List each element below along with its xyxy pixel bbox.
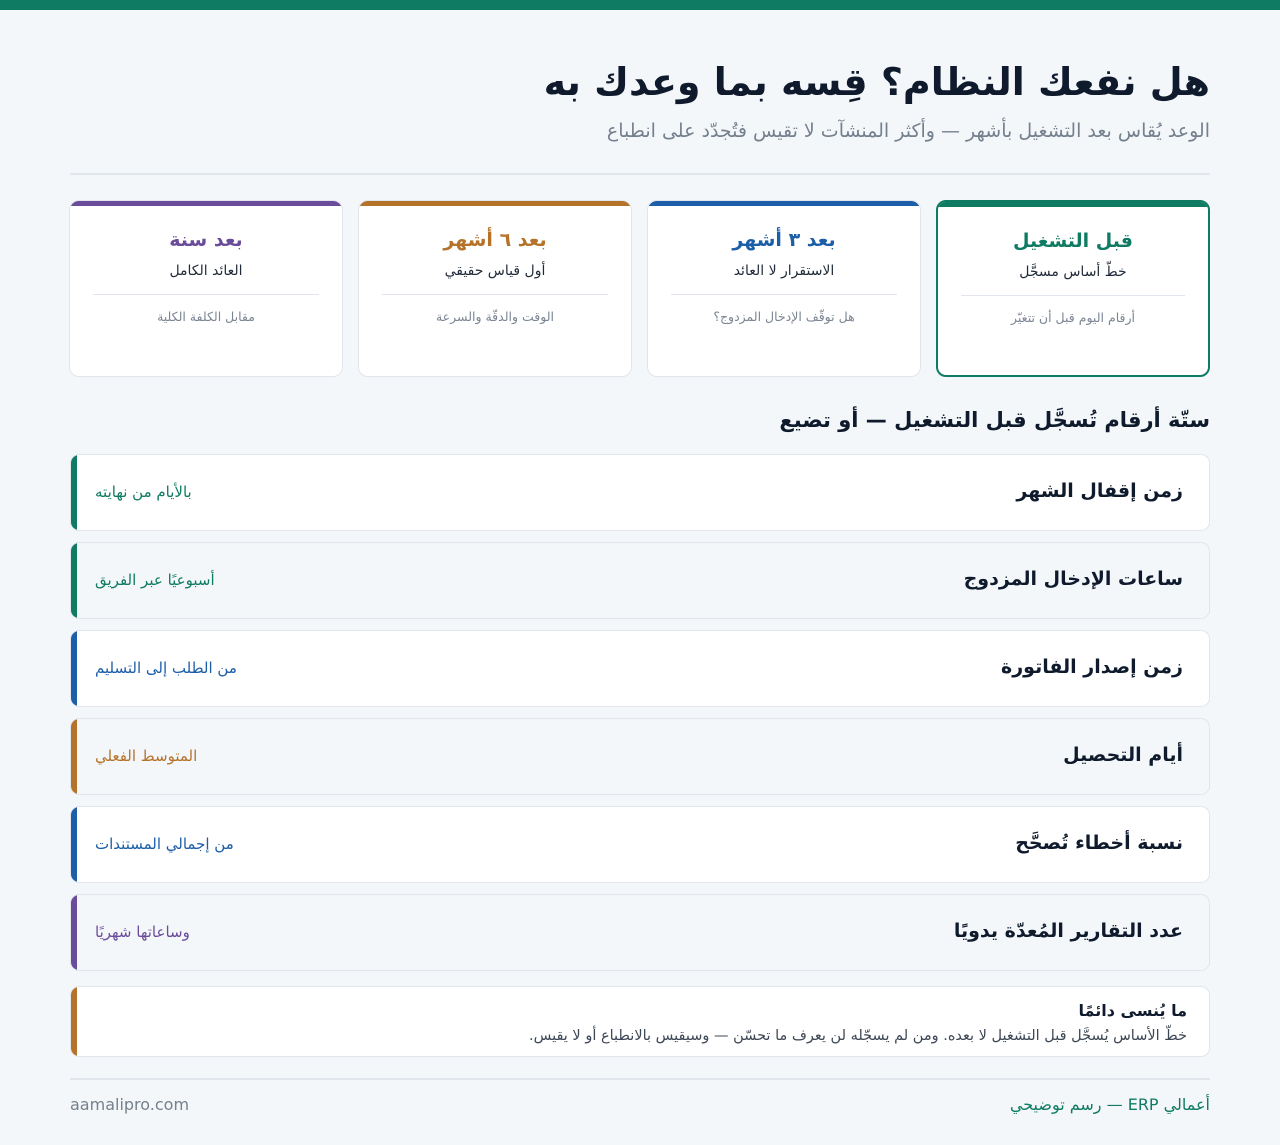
metric-name: ساعات الإدخال المزدوج	[963, 568, 1183, 590]
stage-card-6-months	[358, 200, 632, 377]
stage-card-3-months	[647, 200, 921, 377]
reminder-callout	[70, 986, 1210, 1057]
metric-note: المتوسط الفعلي	[95, 747, 198, 765]
stage-note: مقابل الكلفة الكلية	[157, 309, 255, 324]
stage-title: بعد ٣ أشهر	[732, 229, 836, 251]
callout-title: ما يُنسى دائمًا	[1078, 1001, 1187, 1020]
metric-name: عدد التقارير المُعدّة يدويًا	[953, 920, 1183, 942]
page-title: هل نفعك النظام؟ قِسه بما وعدك به	[543, 60, 1210, 104]
callout-accent	[71, 987, 77, 1056]
page-subtitle: الوعد يُقاس بعد التشغيل بأشهر — وأكثر المنشآت لا تقيس فتُجدّد على انطباع	[606, 120, 1210, 142]
metric-row	[70, 542, 1210, 619]
stage-title: بعد سنة	[169, 229, 243, 251]
stage-note: أرقام اليوم قبل أن تتغيّر	[1011, 310, 1135, 325]
stage-note: الوقت والدقّة والسرعة	[435, 309, 555, 324]
metric-accent	[71, 807, 77, 882]
metric-name: أيام التحصيل	[1063, 744, 1183, 766]
stage-subtitle: العائد الكامل	[169, 263, 243, 279]
metric-row	[70, 718, 1210, 795]
metric-row	[70, 806, 1210, 883]
metric-accent	[71, 719, 77, 794]
footer-brand: أعمالي ERP — رسم توضيحي	[1009, 1095, 1210, 1114]
metric-accent	[71, 543, 77, 618]
metric-row	[70, 894, 1210, 971]
stage-subtitle: الاستقرار لا العائد	[733, 263, 835, 279]
stage-divider	[671, 294, 897, 295]
metric-note: بالأيام من نهايته	[95, 483, 192, 501]
metric-name: نسبة أخطاء تُصحَّح	[1015, 832, 1183, 854]
metric-note: من إجمالي المستندات	[95, 835, 234, 853]
stage-subtitle: أول قياس حقيقي	[444, 263, 546, 279]
metric-note: وساعاتها شهريًا	[95, 923, 190, 941]
metric-accent	[71, 631, 77, 706]
stage-color-bar	[70, 201, 342, 206]
footer-divider	[70, 1078, 1210, 1080]
metric-note: من الطلب إلى التسليم	[95, 659, 237, 677]
callout-text: خطّ الأساس يُسجَّل قبل التشغيل لا بعده. ومن لم يسجّله لن يعرف ما تحسّن — وسيقيس بالانطباع أو لا يقيس.	[528, 1028, 1187, 1044]
header-divider	[70, 173, 1210, 175]
metric-name: زمن إصدار الفاتورة	[1001, 656, 1183, 678]
metric-row	[70, 630, 1210, 707]
metric-accent	[71, 895, 77, 970]
stage-divider	[961, 295, 1185, 296]
stage-card-1-year	[69, 200, 343, 377]
stage-divider	[382, 294, 608, 295]
stage-divider	[93, 294, 319, 295]
section-title: ستّة أرقام تُسجَّل قبل التشغيل — أو تضيع	[779, 408, 1210, 432]
stage-title: بعد ٦ أشهر	[443, 229, 547, 251]
metric-accent	[71, 455, 77, 530]
stage-color-bar	[938, 202, 1208, 207]
metric-row	[70, 454, 1210, 531]
stage-color-bar	[359, 201, 631, 206]
top-accent-bar	[0, 0, 1280, 10]
timeline-stages	[70, 200, 1210, 377]
metric-note: أسبوعيًا عبر الفريق	[95, 571, 215, 589]
stage-color-bar	[648, 201, 920, 206]
footer-site-link[interactable]: aamalipro.com	[70, 1095, 190, 1114]
stage-subtitle: خطّ أساس مسجَّل	[1019, 264, 1127, 280]
metric-name: زمن إقفال الشهر	[1016, 480, 1183, 502]
stage-note: هل توقّف الإدخال المزدوج؟	[713, 309, 855, 324]
stage-title: قبل التشغيل	[1013, 230, 1133, 252]
stage-card-before-launch	[936, 200, 1210, 377]
